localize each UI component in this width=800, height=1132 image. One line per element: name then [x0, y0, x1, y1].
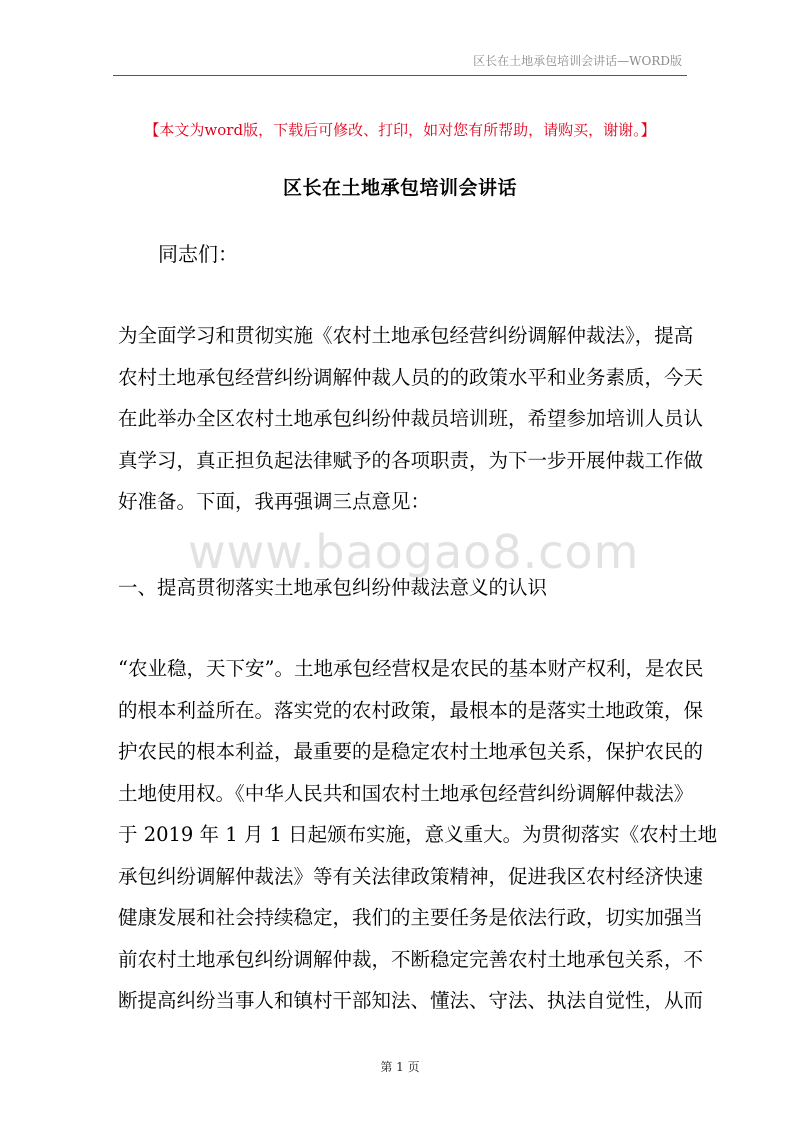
paragraph-line: 在此举办全区农村土地承包纠纷仲裁员培训班，希望参加培训人员认 — [118, 407, 704, 430]
paragraph-line: 护农民的根本利益，最重要的是稳定农村土地承包关系，保护农民的 — [118, 740, 704, 763]
body-paragraph — [118, 648, 718, 1022]
paragraph-line: 的根本利益所在。落实党的农村政策，最根本的是落实土地政策，保 — [118, 698, 704, 722]
paragraph-line: 于 2019 年 1 月 1 日起颁布实施，意义重大。为贯彻落实《农村土地 — [118, 823, 718, 846]
header-divider — [113, 75, 687, 76]
paragraph-line: 好准备。下面，我再强调三点意见： — [118, 490, 431, 513]
purchase-notice: 【本文为word版，下载后可修改、打印，如对您有所帮助，请购买，谢谢。】 — [144, 121, 656, 139]
paragraph-line: 断提高纠纷当事人和镇村干部知法、懂法、守法、执法自觉性，从而 — [118, 989, 704, 1012]
paragraph-line: 真学习，真正担负起法律赋予的各项职责，为下一步开展仲裁工作做 — [118, 448, 704, 472]
paragraph-line: 土地使用权。《中华人民共和国农村土地承包经营纠纷调解仲裁法》 — [118, 781, 694, 805]
section-heading: 一、提高贯彻落实土地承包纠纷仲裁法意义的认识 — [118, 576, 548, 599]
intro-paragraph — [118, 315, 704, 523]
watermark: www.baogao8.com — [188, 525, 640, 579]
paragraph-line: 农村土地承包经营纠纷调解仲裁人员的的政策水平和业务素质，今天 — [118, 365, 704, 389]
running-header: 区长在土地承包培训会讲话—WORD版 — [473, 54, 682, 68]
page-number: 第 1 页 — [380, 1060, 420, 1074]
paragraph-line: 前农村土地承包纠纷调解仲裁，不断稳定完善农村土地承包关系，不 — [118, 947, 704, 971]
document-title: 区长在土地承包培训会讲话 — [282, 177, 517, 199]
salutation: 同志们： — [158, 242, 238, 266]
paragraph-line: “农业稳，天下安”。土地承包经营权是农民的基本财产权利，是农民 — [118, 657, 704, 680]
paragraph-line: 为全面学习和贯彻实施《农村土地承包经营纠纷调解仲裁法》，提高 — [118, 324, 694, 347]
paragraph-line: 承包纠纷调解仲裁法》等有关法律政策精神，促进我区农村经济快速 — [118, 864, 704, 888]
paragraph-line: 健康发展和社会持续稳定，我们的主要任务是依法行政，切实加强当 — [118, 906, 704, 929]
